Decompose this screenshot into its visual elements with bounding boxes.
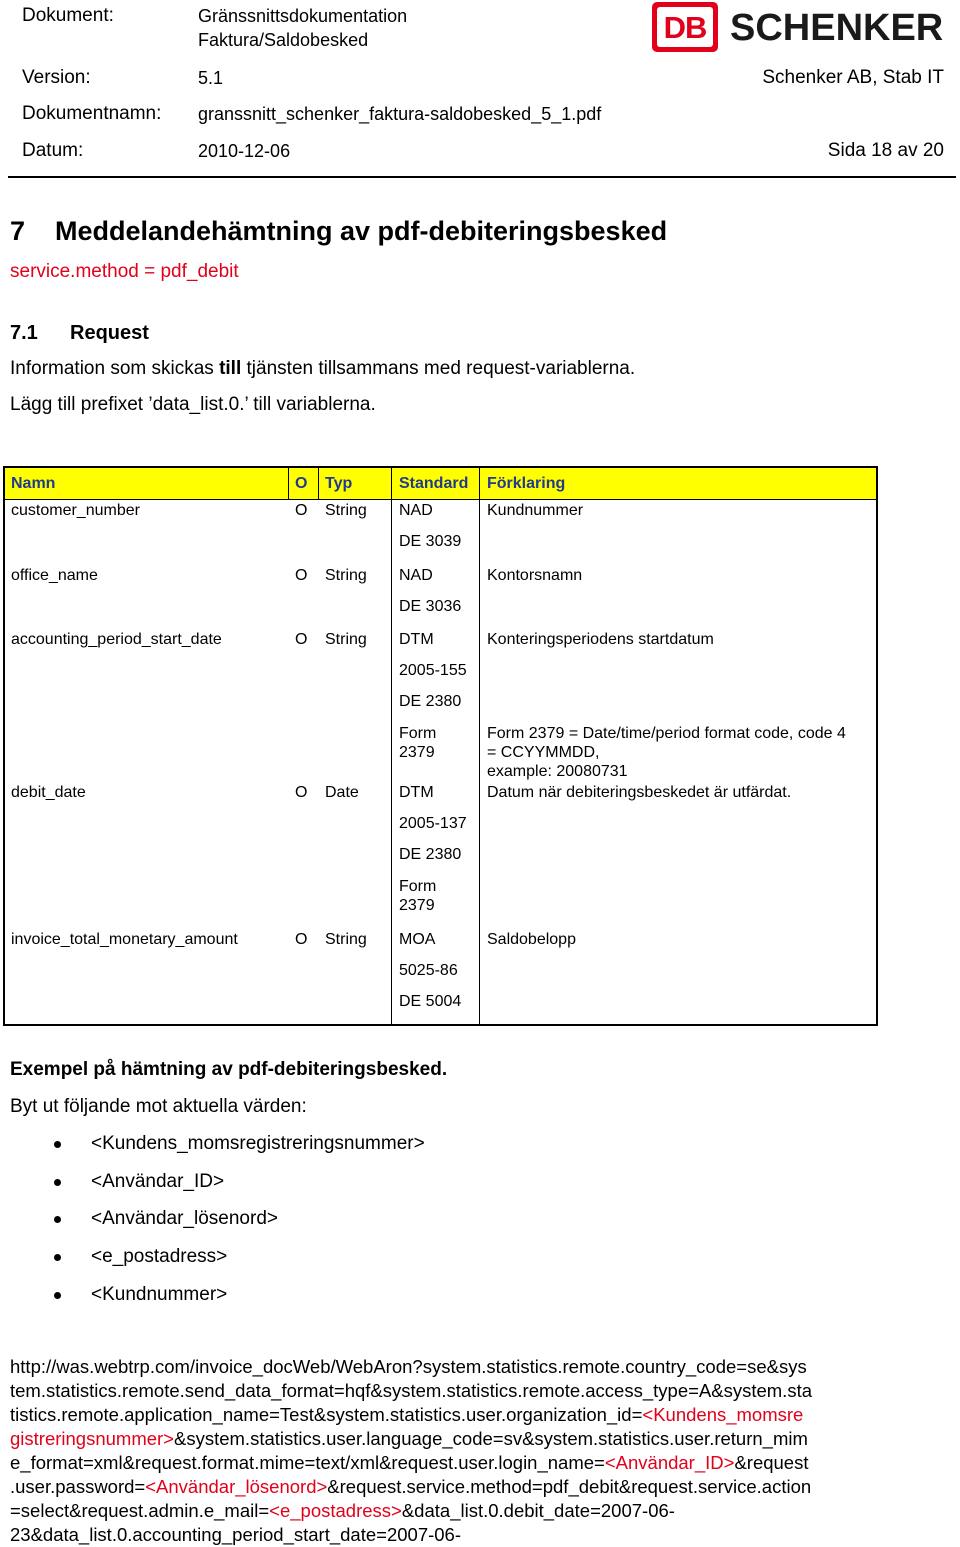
column-header-forklaring: Förklaring <box>487 475 566 492</box>
subsection-title: Request <box>70 322 149 344</box>
datum-label: Datum: <box>22 140 84 161</box>
dokument-label: Dokument: <box>22 5 114 26</box>
cell-forklaring-form: example: 20080731 <box>487 763 628 780</box>
cell-namn: invoice_total_monetary_amount <box>11 931 238 948</box>
cell-namn: debit_date <box>11 784 86 801</box>
bullet-icon <box>54 1216 61 1223</box>
cell-o: O <box>295 631 308 648</box>
dokument-value-line1: Gränssnittsdokumentation <box>198 6 408 26</box>
url-segment: &system.statistics.user.language_code=sv&system.statistics.user.return_mim <box>174 1428 808 1449</box>
request-intro-pre: Information som skickas <box>10 358 220 379</box>
db-schenker-logo <box>652 2 944 54</box>
cell-forklaring: Kontorsnamn <box>487 567 583 584</box>
url-segment: e_format=xml&request.format.mime=text/xml&request.user.login_name= <box>10 1452 605 1473</box>
cell-standard: 2005-137 <box>399 815 467 832</box>
header-divider <box>8 176 956 178</box>
dokumentnamn-label: Dokumentnamn: <box>22 103 162 124</box>
prefix-note: Lägg till prefixet ’data_list.0.’ till variablerna. <box>10 394 376 415</box>
dokument-value-line2: Faktura/Saldobesked <box>198 30 369 50</box>
cell-standard: Form <box>399 878 437 895</box>
cell-standard: 2379 <box>399 744 435 761</box>
url-segment: http://was.webtrp.com/invoice_docWeb/WebAron?system.statistics.remote.country_code=se&sys <box>10 1356 807 1377</box>
list-item-text: <Kundnummer> <box>91 1284 228 1305</box>
cell-standard: DE 2380 <box>399 846 462 863</box>
cell-forklaring: Saldobelopp <box>487 931 576 948</box>
bullet-icon <box>54 1254 61 1261</box>
dokumentnamn-value: granssnitt_schenker_faktura-saldobesked_5_1.pdf <box>198 104 602 124</box>
cell-namn: customer_number <box>11 502 140 519</box>
list-item-text: <e_postadress> <box>91 1246 228 1267</box>
cell-typ: String <box>325 931 367 948</box>
cell-standard: DE 5004 <box>399 993 462 1010</box>
cell-o: O <box>295 931 308 948</box>
db-logo-mark <box>652 2 718 52</box>
service-method: service.method = pdf_debit <box>10 261 239 282</box>
url-segment: &request <box>734 1452 809 1473</box>
cell-forklaring: Konteringsperiodens startdatum <box>487 631 714 648</box>
cell-typ: String <box>325 631 367 648</box>
cell-standard: NAD <box>399 502 433 519</box>
cell-standard: NAD <box>399 567 433 584</box>
column-header-typ: Typ <box>325 475 353 492</box>
request-variables-table <box>3 466 878 1026</box>
url-placeholder: <e_postadress> <box>269 1500 402 1521</box>
version-value: 5.1 <box>198 68 224 88</box>
url-segment: &data_list.0.debit_date=2007-06- <box>401 1500 675 1521</box>
cell-standard: 2379 <box>399 897 435 914</box>
cell-standard: DE 2380 <box>399 693 462 710</box>
request-intro-bold: till <box>219 358 242 379</box>
column-header-o: O <box>295 475 308 492</box>
cell-standard: DTM <box>399 784 434 801</box>
url-segment: tistics.remote.application_name=Test&system.statistics.user.organization_id= <box>10 1404 643 1425</box>
url-segment: .user.password= <box>10 1476 146 1497</box>
cell-typ: Date <box>325 784 359 801</box>
section-heading <box>10 214 667 248</box>
company-name: Schenker AB, Stab IT <box>762 67 944 88</box>
cell-o: O <box>295 502 308 519</box>
url-placeholder: <Användar_ID> <box>604 1452 735 1473</box>
url-placeholder: <Kundens_momsre <box>642 1404 804 1425</box>
url-placeholder: <Användar_lösenord> <box>145 1476 328 1497</box>
url-line <box>10 1379 812 1403</box>
cell-standard: Form <box>399 725 437 742</box>
subsection-number: 7.1 <box>10 322 38 344</box>
url-line <box>10 1427 808 1451</box>
section-title: Meddelandehämtning av pdf-debiteringsbesked <box>55 216 668 246</box>
url-placeholder: gistreringsnummer> <box>10 1428 174 1449</box>
cell-standard: DTM <box>399 631 434 648</box>
cell-standard: DE 3036 <box>399 598 462 615</box>
cell-forklaring-form: Form 2379 = Date/time/period format code, code 4 <box>487 725 846 742</box>
list-item-text: <Kundens_momsregistreringsnummer> <box>91 1133 425 1154</box>
cell-namn: office_name <box>11 567 98 584</box>
subsection-heading <box>10 320 149 346</box>
url-line <box>10 1355 807 1379</box>
bullet-icon <box>54 1292 61 1299</box>
url-segment: &request.service.method=pdf_debit&request.service.action <box>327 1476 812 1497</box>
list-item-text: <Användar_lösenord> <box>91 1208 278 1229</box>
section-number: 7 <box>10 216 26 246</box>
url-line <box>10 1475 811 1499</box>
url-segment: 23&data_list.0.accounting_period_start_date=2007-06- <box>10 1524 462 1545</box>
bullet-icon <box>54 1179 61 1186</box>
url-segment: =select&request.admin.e_mail= <box>10 1500 270 1521</box>
url-segment: tem.statistics.remote.send_data_format=hqf&system.statistics.remote.access_type=A&system.sta <box>10 1380 812 1401</box>
cell-standard: 5025-86 <box>399 962 458 979</box>
cell-standard: DE 3039 <box>399 533 462 550</box>
bullet-icon <box>54 1141 61 1148</box>
cell-o: O <box>295 567 308 584</box>
url-line <box>10 1499 675 1523</box>
cell-typ: String <box>325 502 367 519</box>
example-instruction: Byt ut följande mot aktuella värden: <box>10 1096 307 1117</box>
cell-forklaring: Datum när debiteringsbeskedet är utfärdat. <box>487 784 792 801</box>
cell-standard: 2005-155 <box>399 662 467 679</box>
url-line <box>10 1451 808 1475</box>
request-intro <box>10 357 635 381</box>
example-heading: Exempel på hämtning av pdf-debiteringsbesked. <box>10 1059 448 1080</box>
cell-namn: accounting_period_start_date <box>11 631 222 648</box>
url-line <box>10 1523 461 1547</box>
version-label: Version: <box>22 67 91 88</box>
document-header <box>0 0 960 178</box>
column-header-standard: Standard <box>399 475 469 492</box>
column-header-namn: Namn <box>11 475 56 492</box>
cell-typ: String <box>325 567 367 584</box>
list-item-text: <Användar_ID> <box>91 1171 225 1192</box>
db-logo-text: DB <box>663 10 707 45</box>
cell-forklaring-form: = CCYYMMDD, <box>487 744 600 761</box>
cell-standard: MOA <box>399 931 436 948</box>
cell-o: O <box>295 784 308 801</box>
datum-value: 2010-12-06 <box>198 141 291 161</box>
page-number: Sida 18 av 20 <box>827 140 944 161</box>
url-line <box>10 1403 803 1427</box>
request-intro-post: tjänsten tillsammans med request-variablerna. <box>241 358 636 379</box>
cell-forklaring: Kundnummer <box>487 502 584 519</box>
schenker-wordmark: SCHENKER <box>730 7 944 49</box>
